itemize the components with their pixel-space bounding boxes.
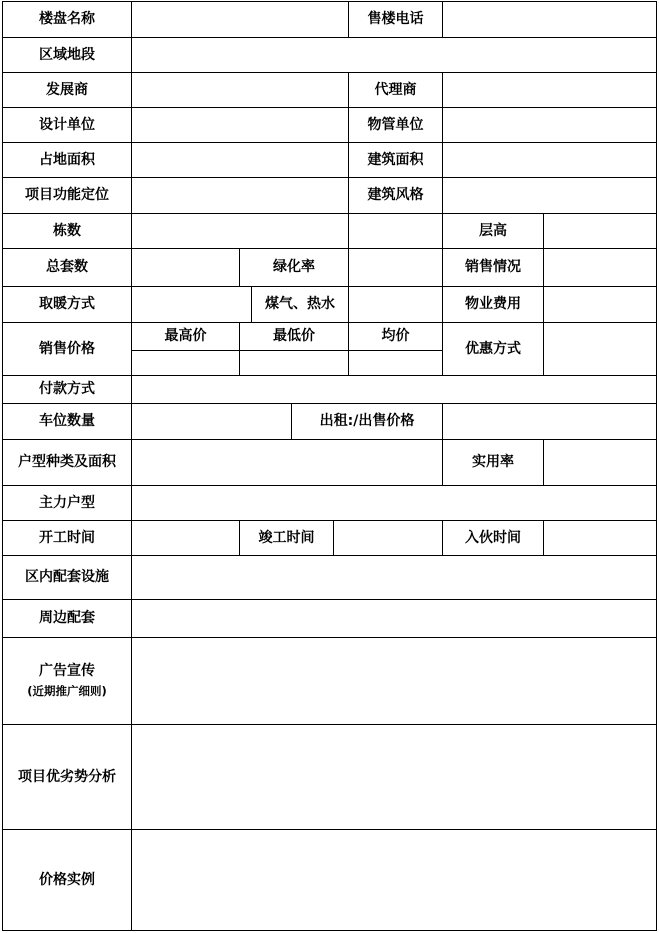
discount-method-field[interactable] — [543, 322, 657, 375]
project-name-field[interactable] — [131, 1, 348, 37]
start-time-label: 开工时间 — [2, 520, 131, 555]
discount-method-label: 优惠方式 — [442, 322, 543, 375]
max-price-label: 最高价 — [131, 322, 239, 350]
heating-method-label: 取暖方式 — [2, 286, 131, 322]
building-area-label: 建筑面积 — [348, 142, 442, 177]
floor-height-label: 层高 — [442, 213, 543, 248]
building-count-field[interactable] — [131, 213, 348, 248]
price-examples-label: 价格实例 — [2, 829, 131, 931]
architectural-style-label: 建筑风格 — [348, 177, 442, 213]
property-management-field[interactable] — [442, 107, 657, 142]
start-time-field[interactable] — [131, 520, 239, 555]
advantage-analysis-label: 项目优劣势分析 — [2, 724, 131, 829]
main-unit-type-label: 主力户型 — [2, 485, 131, 520]
internal-facilities-label: 区内配套设施 — [2, 555, 131, 599]
sales-phone-field[interactable] — [442, 1, 657, 37]
agent-label: 代理商 — [348, 72, 442, 107]
sales-status-field[interactable] — [543, 248, 657, 286]
gas-hot-water-label: 煤气、热水 — [251, 286, 348, 322]
sales-status-label: 销售情况 — [442, 248, 543, 286]
min-price-label: 最低价 — [239, 322, 348, 350]
architectural-style-field[interactable] — [442, 177, 657, 213]
avg-price-label: 均价 — [348, 322, 442, 350]
property-management-label: 物管单位 — [348, 107, 442, 142]
total-units-label: 总套数 — [2, 248, 131, 286]
building-count-extra-field[interactable] — [348, 213, 442, 248]
area-location-field[interactable] — [131, 37, 657, 72]
advertising-note: (近期推广细则) — [27, 684, 107, 698]
min-price-field[interactable] — [239, 350, 348, 375]
move-in-time-field[interactable] — [543, 520, 657, 555]
area-location-label: 区域地段 — [2, 37, 131, 72]
surrounding-facilities-label: 周边配套 — [2, 599, 131, 637]
advertising-label: 广告宣传 — [39, 663, 95, 680]
building-count-label: 栋数 — [2, 213, 131, 248]
unit-types-area-label: 户型种类及面积 — [2, 439, 131, 485]
gas-hot-water-field[interactable] — [348, 286, 442, 322]
green-ratio-label: 绿化率 — [239, 248, 348, 286]
land-area-field[interactable] — [131, 142, 348, 177]
surrounding-facilities-field[interactable] — [131, 599, 657, 637]
sales-phone-label: 售楼电话 — [348, 1, 442, 37]
price-examples-field[interactable] — [131, 829, 657, 931]
function-positioning-label: 项目功能定位 — [2, 177, 131, 213]
rent-sale-price-field[interactable] — [442, 403, 657, 439]
floor-height-field[interactable] — [543, 213, 657, 248]
sales-price-label: 销售价格 — [2, 322, 131, 375]
parking-count-field[interactable] — [131, 403, 291, 439]
design-unit-field[interactable] — [131, 107, 348, 142]
advertising-field[interactable] — [131, 637, 657, 724]
efficiency-rate-field[interactable] — [543, 439, 657, 485]
completion-time-field[interactable] — [333, 520, 442, 555]
heating-method-field[interactable] — [131, 286, 251, 322]
land-area-label: 占地面积 — [2, 142, 131, 177]
design-unit-label: 设计单位 — [2, 107, 131, 142]
payment-method-field[interactable] — [131, 375, 657, 403]
function-positioning-field[interactable] — [131, 177, 348, 213]
building-area-field[interactable] — [442, 142, 657, 177]
max-price-field[interactable] — [131, 350, 239, 375]
rent-sale-price-label: 出租:/出售价格 — [291, 403, 442, 439]
avg-price-field[interactable] — [348, 350, 442, 375]
efficiency-rate-label: 实用率 — [442, 439, 543, 485]
developer-field[interactable] — [131, 72, 348, 107]
main-unit-type-field[interactable] — [131, 485, 657, 520]
move-in-time-label: 入伙时间 — [442, 520, 543, 555]
agent-field[interactable] — [442, 72, 657, 107]
green-ratio-field[interactable] — [348, 248, 442, 286]
parking-count-label: 车位数量 — [2, 403, 131, 439]
unit-types-area-field[interactable] — [131, 439, 442, 485]
advantage-analysis-field[interactable] — [131, 724, 657, 829]
total-units-field[interactable] — [131, 248, 239, 286]
internal-facilities-field[interactable] — [131, 555, 657, 599]
developer-label: 发展商 — [2, 72, 131, 107]
property-fee-field[interactable] — [543, 286, 657, 322]
project-name-label: 楼盘名称 — [2, 1, 131, 37]
payment-method-label: 付款方式 — [2, 375, 131, 403]
property-fee-label: 物业费用 — [442, 286, 543, 322]
completion-time-label: 竣工时间 — [239, 520, 333, 555]
advertising-label-cell — [2, 637, 131, 724]
